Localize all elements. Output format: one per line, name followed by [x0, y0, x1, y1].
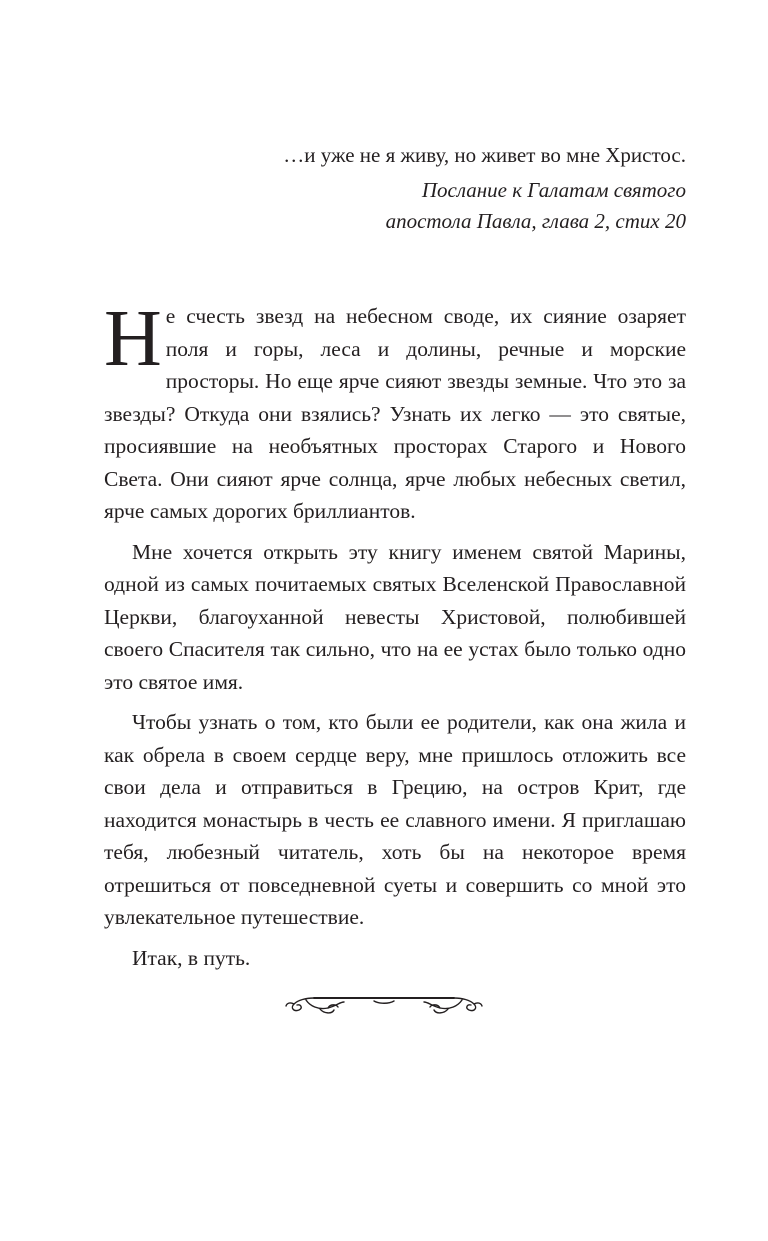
chapter-body	[104, 295, 686, 982]
drop-cap: Н	[104, 295, 162, 383]
paragraph-4: Итак, в путь.	[132, 945, 251, 970]
decorative-flourish-divider-icon	[284, 990, 484, 1020]
paragraph-1	[104, 295, 686, 528]
paragraph-1-text: е счесть звезд на небесном своде, их сияние озаряет поля и горы, леса и долины, речные и морские просторы. Но еще ярче сияют звезды земные. Что это за звезды? Откуда они взялись? Узнать их легко — это святые, просиявшие на необъятных просторах Старого и Нового Света. Они сияют ярче солнца, ярче любых небесных светил, ярче самых дорогих бриллиантов.	[104, 304, 686, 523]
paragraph-2: Мне хочется открыть эту книгу именем святой Марины, одной из самых почитаемых святых Вселенской Православной Церкви, благоуханной невесты Христовой, полюбившей своего Спасителя так сильно, что на ее устах было только одно это святое имя.	[104, 539, 686, 694]
epigraph-source-line-1: Послание к Галатам святого	[421, 178, 686, 202]
epigraph	[126, 140, 686, 237]
epigraph-quote: …и уже не я живу, но живет во мне Христос.	[283, 143, 686, 167]
epigraph-source-line-2: апостола Павла, глава 2, стих 20	[385, 209, 686, 233]
paragraph-3: Чтобы узнать о том, кто были ее родители, как она жила и как обрела в своем сердце веру, мне пришлось отложить все свои дела и отправиться в Грецию, на остров Крит, где находится монастырь в честь ее славного имени. Я приглашаю тебя, любезный читатель, хоть бы на некоторое время отрешиться от повседневной суеты и совершить со мной это увлекательное путешествие.	[104, 710, 686, 929]
